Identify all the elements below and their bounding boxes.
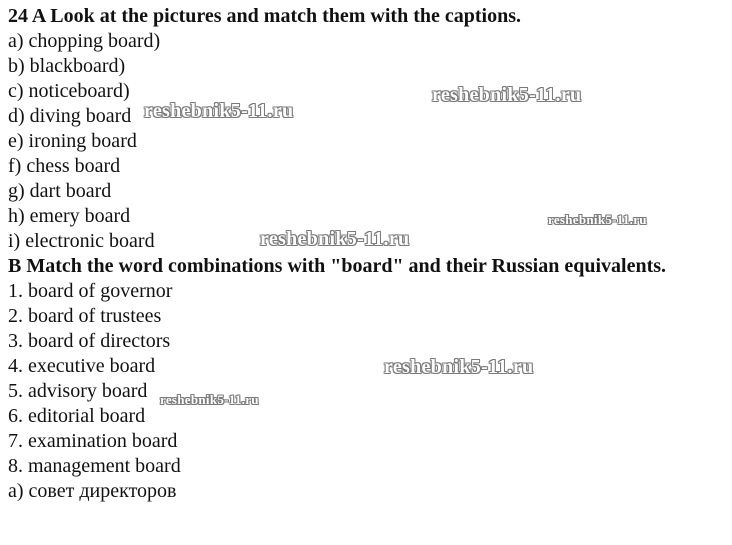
caption-item: b) blackboard) bbox=[8, 55, 126, 77]
watermark: reshebnik5-11.ru bbox=[160, 392, 259, 407]
section-a-heading: 24 A Look at the pictures and match them with the captions. bbox=[8, 5, 521, 27]
watermark: reshebnik5-11.ru bbox=[548, 212, 647, 227]
russian-equivalent-item: а) совет директоров bbox=[8, 480, 177, 502]
caption-item: f) chess board bbox=[8, 155, 121, 177]
watermark: reshebnik5-11.ru bbox=[260, 228, 410, 250]
word-combination-item: 8. management board bbox=[8, 455, 181, 477]
caption-item: h) emery board bbox=[8, 205, 131, 227]
word-combination-item: 5. advisory board bbox=[8, 380, 148, 402]
caption-item: c) noticeboard) bbox=[8, 80, 130, 102]
caption-item: a) chopping board) bbox=[8, 30, 161, 52]
caption-item: e) ironing board bbox=[8, 130, 137, 152]
watermark: reshebnik5-11.ru bbox=[384, 356, 534, 378]
word-combination-item: 6. editorial board bbox=[8, 405, 146, 427]
word-combination-item: 2. board of trustees bbox=[8, 305, 162, 327]
word-combination-item: 7. examination board bbox=[8, 430, 178, 452]
word-combination-item: 4. executive board bbox=[8, 355, 156, 377]
watermark: reshebnik5-11.ru bbox=[144, 100, 294, 122]
caption-item: i) electronic board bbox=[8, 230, 155, 252]
word-combination-item: 3. board of directors bbox=[8, 330, 171, 352]
caption-item: d) diving board bbox=[8, 105, 132, 127]
caption-item: g) dart board bbox=[8, 180, 112, 202]
watermark: reshebnik5-11.ru bbox=[432, 84, 582, 106]
word-combination-item: 1. board of governor bbox=[8, 280, 173, 302]
section-b-heading: B Match the word combinations with "board" and their Russian equivalents. bbox=[8, 255, 667, 277]
